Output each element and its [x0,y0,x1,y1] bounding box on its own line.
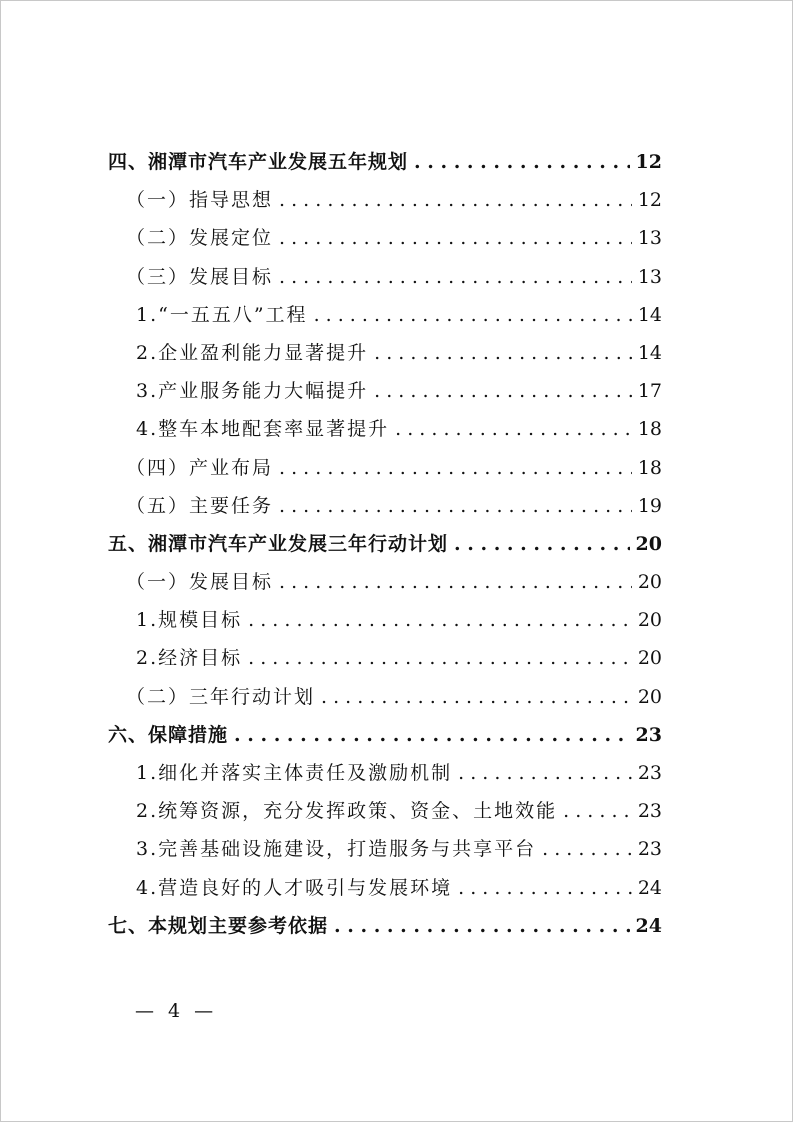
toc-entry-title: 2.企业盈利能力显著提升 [136,341,369,364]
toc-entry[interactable] [108,300,662,338]
toc-entry-title: 3.完善基础设施建设，打造服务与共享平台 [136,838,537,861]
toc-entry[interactable] [108,758,662,796]
toc-entry-page: 14 [637,341,662,364]
toc-entry[interactable] [108,567,662,605]
toc-dot-leader [374,380,632,402]
toc-dot-leader [279,227,632,249]
toc-entry-page: 23 [637,762,662,784]
toc-entry-title: （五）主要任务 [126,494,274,517]
toc-entry-title: （一）发展目标 [126,571,274,594]
toc-entry-page: 24 [635,914,662,937]
toc-dot-leader [314,304,632,326]
page-number: — 4 — [135,1000,218,1022]
toc-entry[interactable] [108,605,662,643]
toc-entry-title: 六、保障措施 [108,723,229,746]
toc-entry[interactable] [108,529,662,567]
toc-entry[interactable] [108,720,662,758]
toc-entry-page: 20 [635,532,662,555]
toc-dot-leader [563,800,632,822]
toc-entry[interactable] [108,911,662,949]
toc-entry-title: 4.营造良好的人才吸引与发展环境 [136,876,453,899]
toc-entry-title: 四、湘潭市汽车产业发展五年规划 [108,151,409,173]
toc-entry[interactable] [108,185,662,223]
toc-entry-page: 23 [635,723,662,746]
toc-dot-leader [542,838,632,860]
toc-dot-leader [234,724,630,746]
toc-entry-title: 五、湘潭市汽车产业发展三年行动计划 [108,532,449,555]
toc-entry-title: 2.经济目标 [136,647,243,670]
toc-entry-page: 12 [637,189,662,212]
toc-entry-page: 17 [637,380,662,403]
toc-entry-title: 2.统筹资源，充分发挥政策、资金、土地效能 [136,800,558,823]
toc-entry-page: 20 [637,609,662,632]
toc-entry-title: 1.“一五五八”工程 [136,303,308,326]
toc-entry-title: 4.整车本地配套率显著提升 [136,418,390,441]
toc-entry[interactable] [108,682,662,720]
toc-entry-title: （四）产业布局 [126,456,274,479]
toc-dot-leader [248,609,632,631]
toc-entry-page: 20 [637,685,662,708]
toc-entry-page: 13 [637,227,662,250]
toc-entry[interactable] [108,376,662,414]
toc-entry[interactable] [108,453,662,491]
toc-entry-page: 14 [637,303,662,326]
toc-dot-leader [279,189,632,211]
toc-entry-page: 20 [637,571,662,594]
toc-dot-leader [279,495,632,517]
toc-dot-leader [248,647,632,669]
toc-entry[interactable] [108,873,662,911]
toc-entry-title: （二）发展定位 [126,227,274,250]
toc-entry[interactable] [108,262,662,300]
toc-entry-title: （一）指导思想 [126,189,274,212]
toc-entry-page: 19 [637,494,662,517]
toc-entry-page: 13 [637,265,662,288]
toc-entry[interactable] [108,338,662,376]
toc-entry[interactable] [108,147,662,185]
toc-entry-title: 1.细化并落实主体责任及激励机制 [136,762,453,784]
toc-entry-title: （三）发展目标 [126,265,274,288]
toc-entry-page: 24 [637,876,662,899]
toc-dot-leader [321,686,632,708]
toc-entry-title: 1.规模目标 [136,609,243,632]
toc-dot-leader [458,762,632,784]
toc-entry[interactable] [108,414,662,452]
toc-dot-leader [414,151,630,173]
toc-dot-leader [279,266,632,288]
toc-entry[interactable] [108,223,662,261]
toc-dot-leader [279,571,632,593]
toc-entry-page: 23 [637,838,662,861]
toc-dot-leader [279,457,632,479]
toc-entry[interactable] [108,491,662,529]
table-of-contents [108,147,662,949]
toc-entry[interactable] [108,796,662,834]
toc-entry-title: （二）三年行动计划 [126,685,316,708]
toc-dot-leader [395,418,632,440]
toc-entry-title: 3.产业服务能力大幅提升 [136,380,369,403]
toc-dot-leader [454,533,630,555]
toc-entry-page: 18 [637,456,662,479]
toc-entry[interactable] [108,643,662,681]
toc-entry-title: 七、本规划主要参考依据 [108,914,329,937]
toc-dot-leader [374,342,632,364]
toc-entry-page: 20 [637,647,662,670]
toc-entry-page: 12 [635,151,662,173]
toc-entry[interactable] [108,834,662,872]
toc-dot-leader [458,877,632,899]
toc-entry-page: 18 [637,418,662,441]
toc-dot-leader [334,915,630,937]
toc-entry-page: 23 [637,800,662,823]
